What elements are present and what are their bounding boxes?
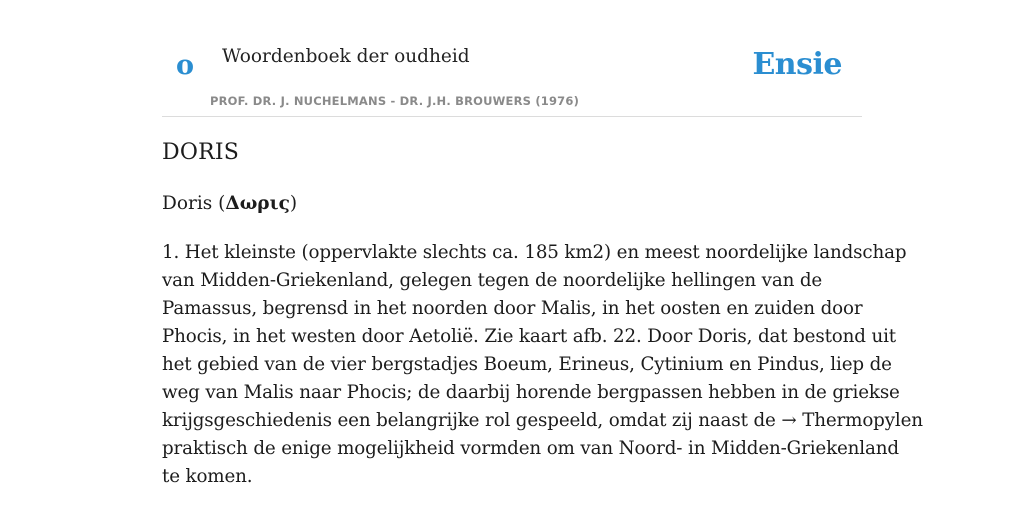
body-line: Pamassus, begrensd in het noorden door Malis, in het oosten en zuiden door bbox=[162, 298, 863, 319]
headword-paren-close: ) bbox=[289, 193, 298, 214]
headword-name: Doris bbox=[162, 193, 213, 214]
authors-line: PROF. DR. J. NUCHELMANS - DR. J.H. BROUWERS (1976) bbox=[210, 94, 580, 108]
entry-body bbox=[162, 239, 923, 491]
headword-greek: Δωρις bbox=[225, 193, 290, 214]
work-title[interactable]: Woordenboek der oudheid bbox=[222, 46, 470, 67]
entry-title: DORIS bbox=[162, 140, 240, 165]
body-line: van Midden-Griekenland, gelegen tegen de noordelijke hellingen van de bbox=[162, 270, 823, 291]
header bbox=[162, 0, 862, 117]
page bbox=[162, 0, 923, 512]
thermopylen-link[interactable]: → Thermopylen bbox=[781, 410, 923, 431]
brand-logo-link[interactable]: Ensie bbox=[752, 47, 842, 82]
headword-paren-open: ( bbox=[212, 193, 226, 214]
body-line: praktisch de enige mogelijkheid vormden om van Noord- in Midden-Griekenland bbox=[162, 438, 899, 459]
body-line: het gebied van de vier bergstadjes Boeum, Erineus, Cytinium en Pindus, liep de bbox=[162, 354, 892, 375]
body-line: weg van Malis naar Phocis; de daarbij horende bergpassen hebben in de griekse bbox=[162, 382, 900, 403]
publication-logo-icon: o bbox=[176, 50, 195, 81]
body-line: Phocis, in het westen door Aetolië. Zie kaart afb. 22. Door Doris, dat bestond uit bbox=[162, 326, 896, 347]
body-line: 1. Het kleinste (oppervlakte slechts ca. 185 km2) en meest noordelijke landschap bbox=[162, 242, 907, 263]
body-line-text: krijgsgeschiedenis een belangrijke rol gespeeld, omdat zij naast de bbox=[162, 410, 782, 431]
body-line-with-link bbox=[162, 407, 923, 435]
body-line: te komen. bbox=[162, 466, 253, 487]
headword bbox=[162, 193, 297, 215]
